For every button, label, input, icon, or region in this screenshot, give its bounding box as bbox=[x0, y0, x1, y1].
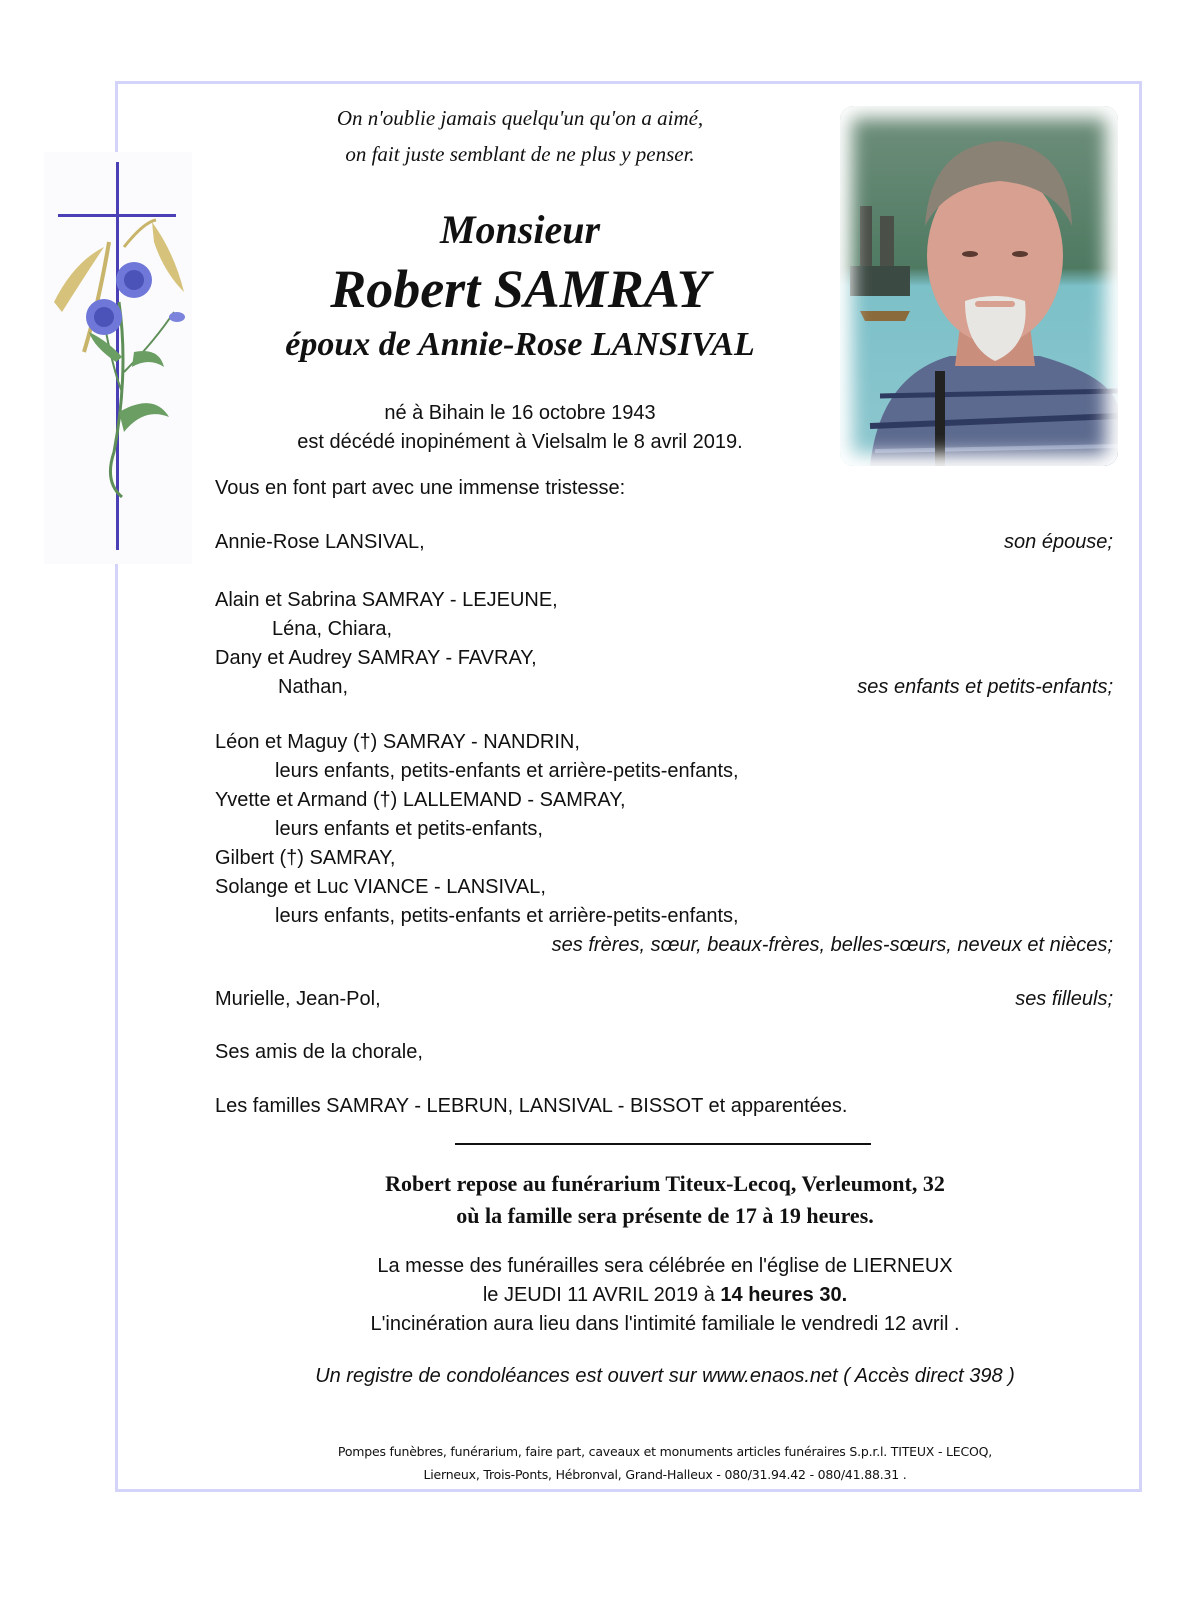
children-role: ses enfants et petits-enfants; bbox=[857, 676, 1113, 698]
cross-illustration bbox=[44, 152, 192, 564]
birth-death-info bbox=[240, 399, 800, 457]
mass-line bbox=[200, 1281, 1130, 1310]
family-line: Alain et Sabrina SAMRAY - LEJEUNE, bbox=[215, 589, 558, 611]
funeral-home-footer bbox=[200, 1440, 1130, 1486]
family-line: Léon et Maguy (†) SAMRAY - NANDRIN, bbox=[215, 731, 580, 753]
spouse-role: son épouse; bbox=[1004, 531, 1113, 553]
families-line: Les familles SAMRAY - LEBRUN, LANSIVAL - BISSOT et apparentées. bbox=[215, 1095, 848, 1117]
memorial-quote bbox=[260, 100, 780, 172]
siblings-role: ses frères, sœur, beaux-frères, belles-sœurs, neveux et nièces; bbox=[551, 934, 1113, 956]
godchildren-role: ses filleuls; bbox=[1015, 988, 1113, 1010]
family-line: leurs enfants, petits-enfants et arrière-petits-enfants, bbox=[275, 760, 739, 782]
footer-line: Pompes funèbres, funérarium, faire part, caveaux et monuments articles funéraires S.p.r.l. TITEUX - LECOQ, bbox=[337, 1444, 993, 1459]
choir-line: Ses amis de la chorale, bbox=[215, 1041, 423, 1063]
viewing-line: Robert repose au funérarium Titeux-Lecoq, Verleumont, 32 bbox=[385, 1171, 945, 1196]
family-line: Dany et Audrey SAMRAY - FAVRAY, bbox=[215, 647, 537, 669]
quote-line: on fait juste semblant de ne plus y penser. bbox=[345, 142, 695, 166]
footer-line: Lierneux, Trois-Ponts, Hébronval, Grand-Halleux - 080/31.94.42 - 080/41.88.31 . bbox=[423, 1467, 907, 1482]
family-line: Gilbert (†) SAMRAY, bbox=[215, 847, 396, 869]
cross-with-cornflowers-and-wheat-icon bbox=[44, 152, 192, 564]
godchildren-names: Murielle, Jean-Pol, bbox=[215, 988, 381, 1010]
family-line: Nathan, bbox=[278, 676, 349, 698]
death-line: est décédé inopinément à Vielsalm le 8 avril 2019. bbox=[297, 431, 743, 453]
birth-line: né à Bihain le 16 octobre 1943 bbox=[384, 402, 656, 424]
family-line: Yvette et Armand (†) LALLEMAND - SAMRAY, bbox=[215, 789, 626, 811]
family-line: leurs enfants, petits-enfants et arrière-petits-enfants, bbox=[275, 905, 739, 927]
viewing-info bbox=[200, 1168, 1130, 1232]
portrait-photo bbox=[840, 106, 1118, 466]
viewing-line: où la famille sera présente de 17 à 19 heures. bbox=[456, 1203, 874, 1228]
quote-line: On n'oublie jamais quelqu'un qu'on a aimé, bbox=[336, 106, 704, 130]
cremation-line: L'incinération aura lieu dans l'intimité familiale le vendredi 12 avril . bbox=[370, 1313, 960, 1335]
condolence-register: Un registre de condoléances est ouvert sur www.enaos.net ( Accès direct 398 ) bbox=[315, 1365, 1015, 1387]
family-line: Solange et Luc VIANCE - LANSIVAL, bbox=[215, 876, 546, 898]
family-line: Léna, Chiara, bbox=[272, 618, 393, 640]
deceased-name: Robert SAMRAY bbox=[330, 259, 710, 319]
spouse-name: Annie-Rose LANSIVAL, bbox=[215, 531, 425, 553]
mass-time: 14 heures 30. bbox=[720, 1284, 848, 1306]
intro-text: Vous en font part avec une immense tristesse: bbox=[215, 477, 626, 499]
mass-line: La messe des funérailles sera célébrée en l'église de LIERNEUX bbox=[377, 1255, 953, 1277]
mass-date: le JEUDI 11 AVRIL 2019 à bbox=[482, 1284, 721, 1306]
family-line: leurs enfants et petits-enfants, bbox=[275, 818, 543, 840]
mass-info bbox=[200, 1252, 1130, 1339]
spouse-line: époux de Annie-Rose LANSIVAL bbox=[285, 326, 755, 363]
honorific: Monsieur bbox=[439, 207, 601, 252]
divider bbox=[455, 1143, 871, 1145]
